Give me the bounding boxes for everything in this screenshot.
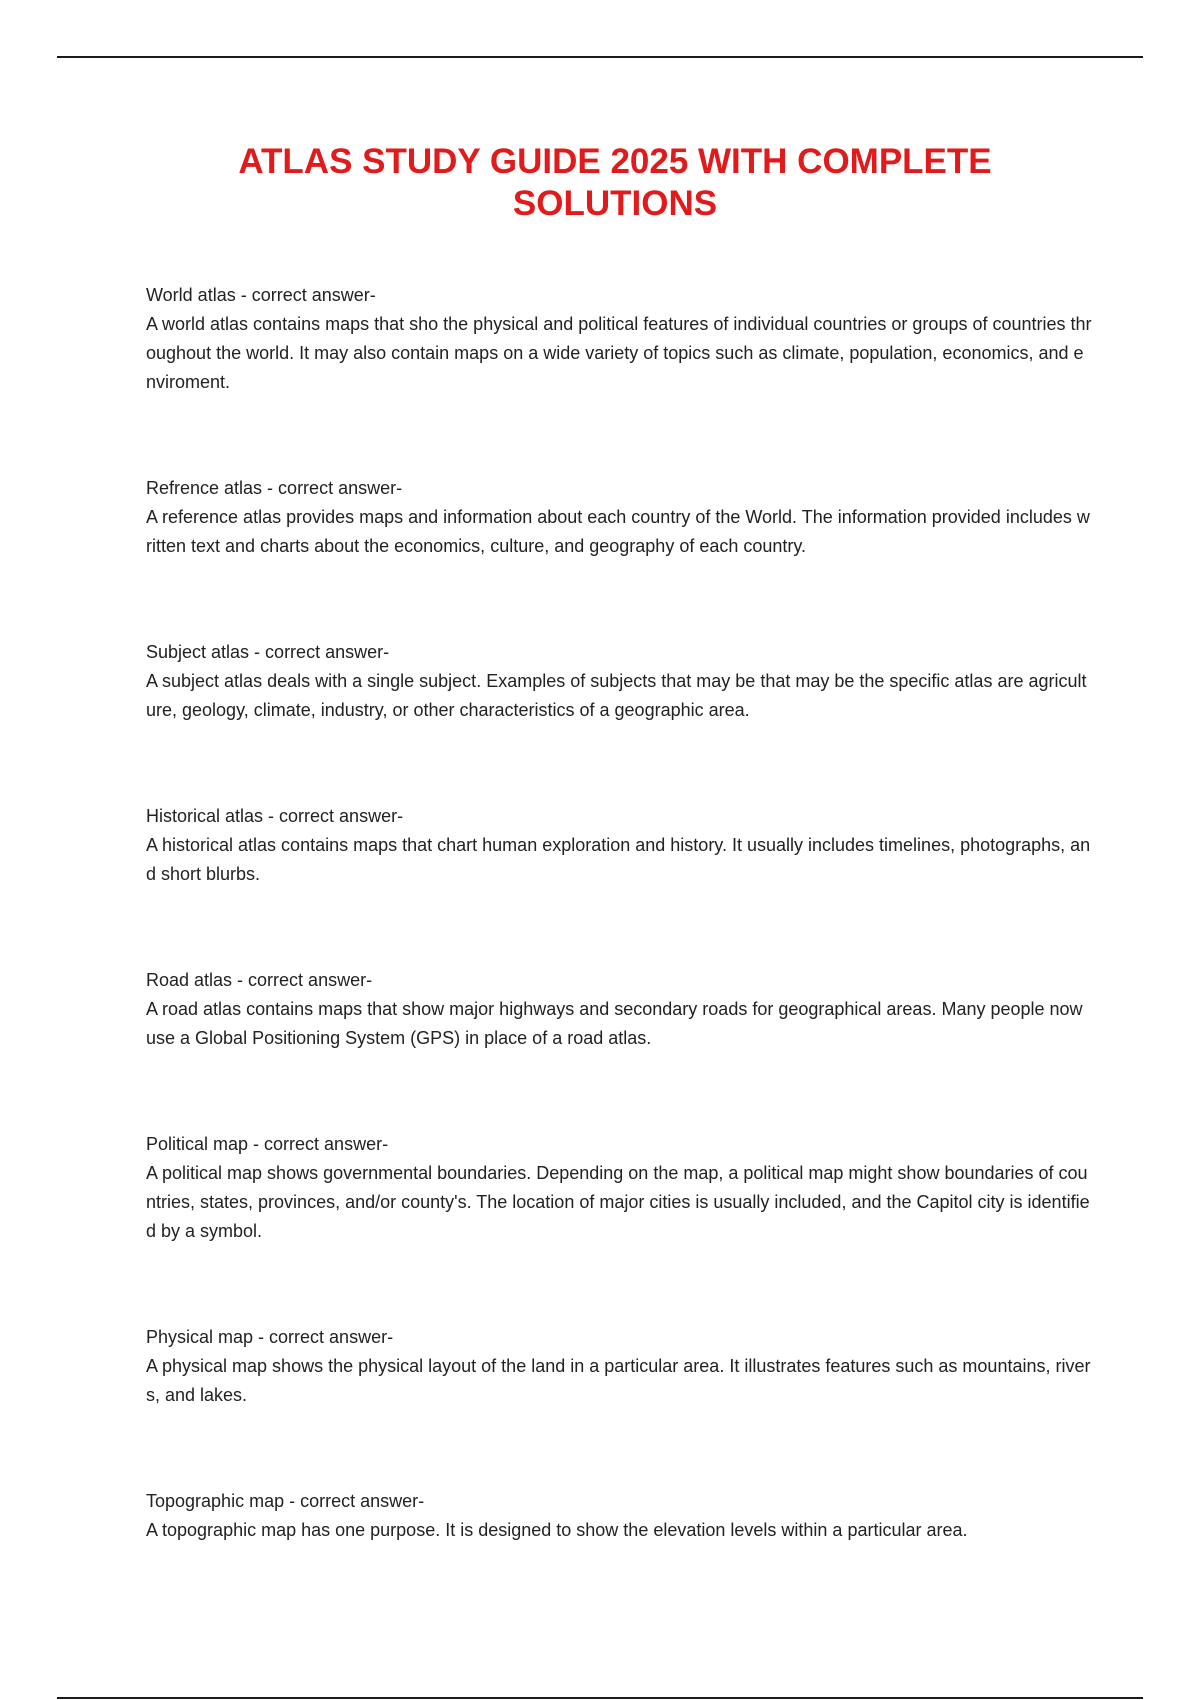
qa-entry-world-atlas bbox=[146, 281, 1092, 397]
entry-answer: A topographic map has one purpose. It is designed to show the elevation levels within a particular area. bbox=[146, 1520, 968, 1540]
qa-entry-reference-atlas bbox=[146, 474, 1092, 561]
entry-answer: A subject atlas deals with a single subject. Examples of subjects that may be that may be the specific atlas are agriculture, geology, climate, industry, or other characteristics of a geographic area. bbox=[146, 671, 1087, 720]
entry-term: Physical map - correct answer- bbox=[146, 1327, 394, 1347]
entry-answer: A road atlas contains maps that show major highways and secondary roads for geographical areas. Many people now use a Global Positioning System (GPS) in place of a road atlas. bbox=[146, 999, 1083, 1048]
entry-term: Road atlas - correct answer- bbox=[146, 970, 373, 990]
qa-entry-subject-atlas bbox=[146, 638, 1092, 725]
entry-term: Topographic map - correct answer- bbox=[146, 1491, 425, 1511]
qa-entry-physical-map bbox=[146, 1323, 1092, 1410]
entry-answer: A historical atlas contains maps that chart human exploration and history. It usually includes timelines, photographs, and short blurbs. bbox=[146, 835, 1091, 884]
qa-entry-political-map bbox=[146, 1130, 1092, 1246]
page-title: ATLAS STUDY GUIDE 2025 WITH COMPLETE SOLUTIONS bbox=[238, 142, 992, 223]
qa-list bbox=[146, 281, 1092, 1622]
entry-answer: A physical map shows the physical layout of the land in a particular area. It illustrates features such as mountains, rivers, and lakes. bbox=[146, 1356, 1091, 1405]
entry-term: Subject atlas - correct answer- bbox=[146, 642, 390, 662]
entry-answer: A reference atlas provides maps and information about each country of the World. The information provided includes written text and charts about the economics, culture, and geography of each country. bbox=[146, 507, 1090, 556]
entry-term: Refrence atlas - correct answer- bbox=[146, 478, 403, 498]
qa-entry-topographic-map bbox=[146, 1487, 1092, 1545]
entry-term: Political map - correct answer- bbox=[146, 1134, 389, 1154]
top-divider bbox=[57, 56, 1143, 58]
entry-answer: A political map shows governmental boundaries. Depending on the map, a political map might show boundaries of countries, states, provinces, and/or county's. The location of major cities is usually included, and the Capitol city is identified by a symbol. bbox=[146, 1163, 1090, 1241]
entry-term: Historical atlas - correct answer- bbox=[146, 806, 404, 826]
entry-answer: A world atlas contains maps that sho the physical and political features of individual countries or groups of countries throughout the world. It may also contain maps on a wide variety of topics such as climate, population, economics, and enviroment. bbox=[146, 314, 1092, 392]
qa-entry-historical-atlas bbox=[146, 802, 1092, 889]
bottom-divider bbox=[57, 1697, 1143, 1699]
entry-term: World atlas - correct answer- bbox=[146, 285, 376, 305]
qa-entry-road-atlas bbox=[146, 966, 1092, 1053]
